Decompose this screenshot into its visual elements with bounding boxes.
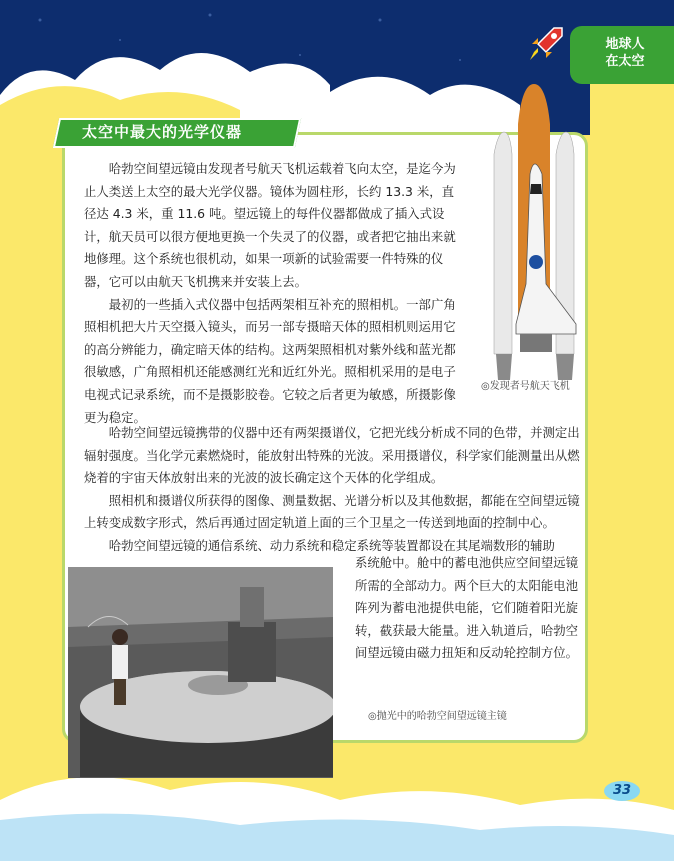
text-column-top <box>84 158 456 429</box>
paragraph-5-start: 哈勃空间望远镜的通信系统、动力系统和稳定系统等装置都设在其尾端数形的辅助 <box>108 537 555 553</box>
text-column-bottom <box>355 552 580 665</box>
paragraph-5-end: 系统舱中。舱中的蓄电池供应空间望远镜所需的全部动力。两个巨大的太阳能电池阵列为蓄电池提供电能，它们随着阳光旋转，截获最大能量。进入轨道后，哈勃空间望远镜由磁力扭矩和反动轮控制方位。 <box>355 555 579 661</box>
rocket-icon <box>524 22 568 66</box>
section-title: 太空中最大的光学仪器 <box>82 123 243 141</box>
mirror-polishing-photo <box>68 567 333 778</box>
paragraph-4: 照相机和摄谱仪所获得的图像、测量数据、光谱分析以及其他数据，都能在空间望远镜上转变成数字形式，然后再通过固定轨道上面的三个卫星之一传送到地面的控制中心。 <box>84 492 580 531</box>
text-column-full <box>84 422 582 558</box>
space-shuttle-image <box>476 84 592 380</box>
page-number: 33 <box>604 781 640 801</box>
shuttle-caption: ◎发现者号航天飞机 <box>481 381 570 392</box>
paragraph-1: 哈勃空间望远镜由发现者号航天飞机运载着飞向太空，是迄今为止人类送上太空的最大光学仪器。镜体为圆柱形，长约 13.3 米，直径达 4.3 米，重 11.6 吨。望远镜上的每件仪器都做成了插入式设计，航天员可以很方便地更换一个失灵了的仪器，或者把它抽出来就地修理。这个系统也很机动，如果一项新的试验需要一件特殊的仪器，它可以由航天飞机携来并安装上去。 <box>84 161 456 289</box>
mirror-caption: ◎抛光中的哈勃空间望远镜主镜 <box>368 711 507 722</box>
section-tab-label <box>590 36 660 70</box>
paragraph-3: 哈勃空间望远镜携带的仪器中还有两架摄谱仪，它把光线分析成不同的色带，并测定出辐射强度。当化学元素燃烧时，能放射出特殊的光波。采用摄谱仪，科学家们能测量出从燃烧着的宇宙天体放射出来的光波的波长确定这个天体的化学组成。 <box>84 425 580 486</box>
section-tab-line2: 在太空 <box>605 54 645 69</box>
section-tab-line1: 地球人 <box>605 37 645 52</box>
paragraph-2: 最初的一些插入式仪器中包括两架相互补充的照相机。一部广角照相机把大片天空摄入镜头，而另一部专摄暗天体的照相机则运用它的高分辨能力，确定暗天体的结构。这两架照相机对紫外线和蓝光都很敏感，广角照相机还能感测红光和近红外光。照相机采用的是电子电视式记录系统，而不是摄影胶卷。它较之后者更为敏感，所摄影像更为稳定。 <box>84 296 456 425</box>
